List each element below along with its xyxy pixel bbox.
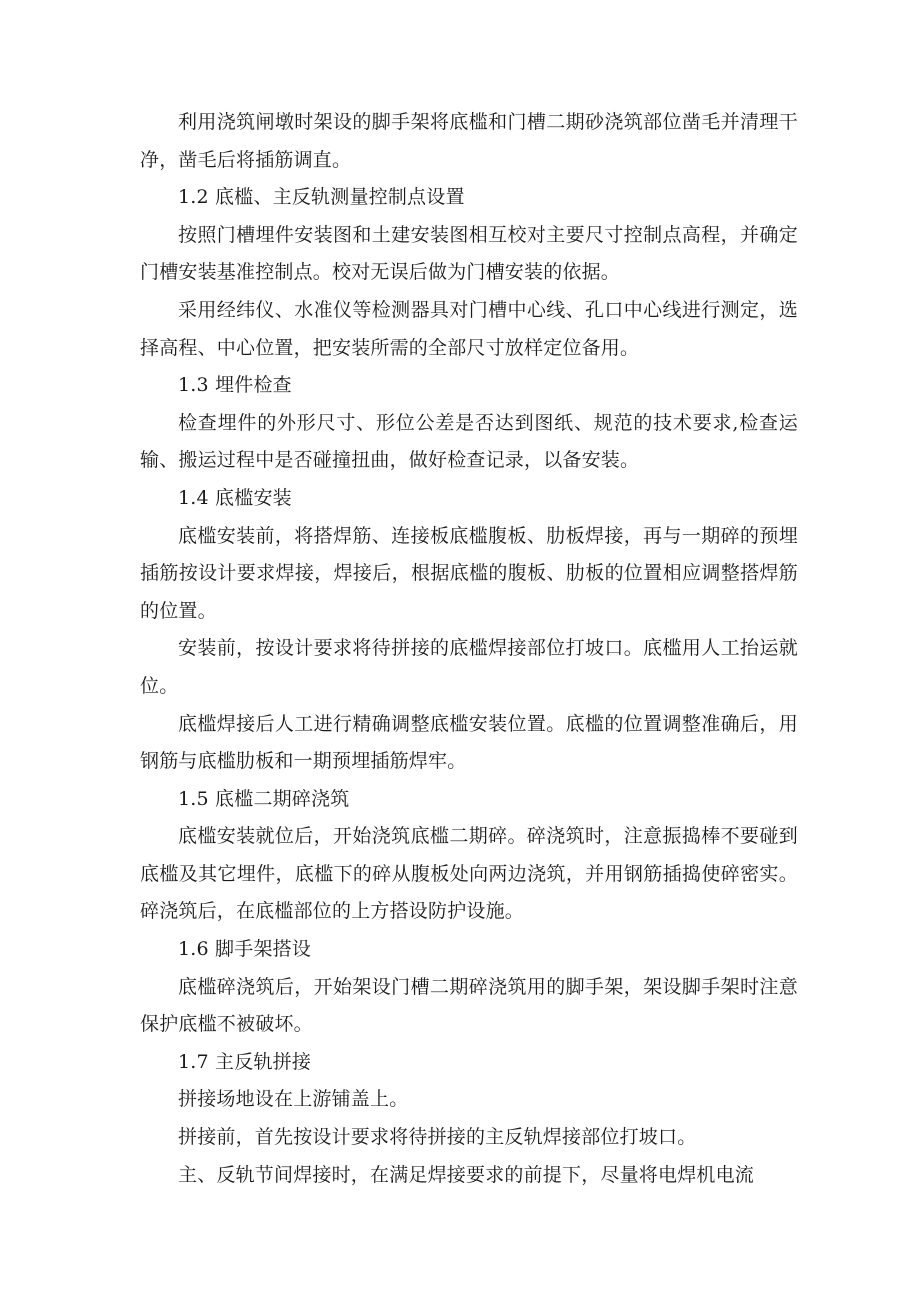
paragraph: 拼接场地设在上游铺盖上。 [178,1088,409,1111]
paragraph: 按照门槽埋件安装图和土建安装图相互校对主要尺寸控制点高程，并确定门槽安装基准控制点。校对无误后做为门槽安装的依据。 [140,223,798,284]
paragraph: 检查埋件的外形尺寸、形位公差是否达到图纸、规范的技术要求,检查运输、搬运过程中是否碰撞扭曲，做好检查记录，以备安装。 [140,411,798,472]
paragraph: 主、反轨节间焊接时，在满足焊接要求的前提下，尽量将电焊机电流 [178,1163,755,1186]
section-heading: 1.4 底槛安装 [178,486,292,509]
paragraph: 安装前，按设计要求将待拼接的底槛焊接部位打坡口。底槛用人工抬运就位。 [140,637,798,697]
paragraph: 底槛焊接后人工进行精确调整底槛安装位置。底槛的位置调整准确后，用钢筋与底槛肋板和一期预埋插筋焊牢。 [140,712,798,773]
section-heading: 1.6 脚手架搭设 [178,938,312,961]
paragraph: 拼接前，首先按设计要求将待拼接的主反轨焊接部位打坡口。 [178,1126,697,1149]
section-heading: 1.3 埋件检查 [178,374,292,397]
paragraph: 利用浇筑闸墩时架设的脚手架将底槛和门槽二期砂浇筑部位凿毛并清理干净，凿毛后将插筋调直。 [140,111,798,171]
section-heading: 1.5 底槛二期碎浇筑 [178,787,350,810]
paragraph: 底槛安装前，将搭焊筋、连接板底槛腹板、肋板焊接，再与一期碎的预埋插筋按设计要求焊接，焊接后，根据底槛的腹板、肋板的位置相应调整搭焊筋的位置。 [140,524,798,622]
paragraph: 底槛安装就位后，开始浇筑底槛二期碎。碎浇筑时，注意振捣棒不要碰到底槛及其它埋件，底槛下的碎从腹板处向两边浇筑，并用钢筋插捣使碎密实。碎浇筑后，在底槛部位的上方搭设防护设施。 [140,825,798,923]
paragraph: 采用经纬仪、水准仪等检测器具对门槽中心线、孔口中心线进行测定，选择高程、中心位置，把安装所需的全部尺寸放样定位备用。 [140,298,798,359]
section-heading: 1.2 底槛、主反轨测量控制点设置 [178,186,465,209]
section-heading: 1.7 主反轨拼接 [178,1050,312,1073]
paragraph: 底槛碎浇筑后，开始架设门槽二期碎浇筑用的脚手架，架设脚手架时注意保护底槛不被破坏。 [140,975,798,1036]
